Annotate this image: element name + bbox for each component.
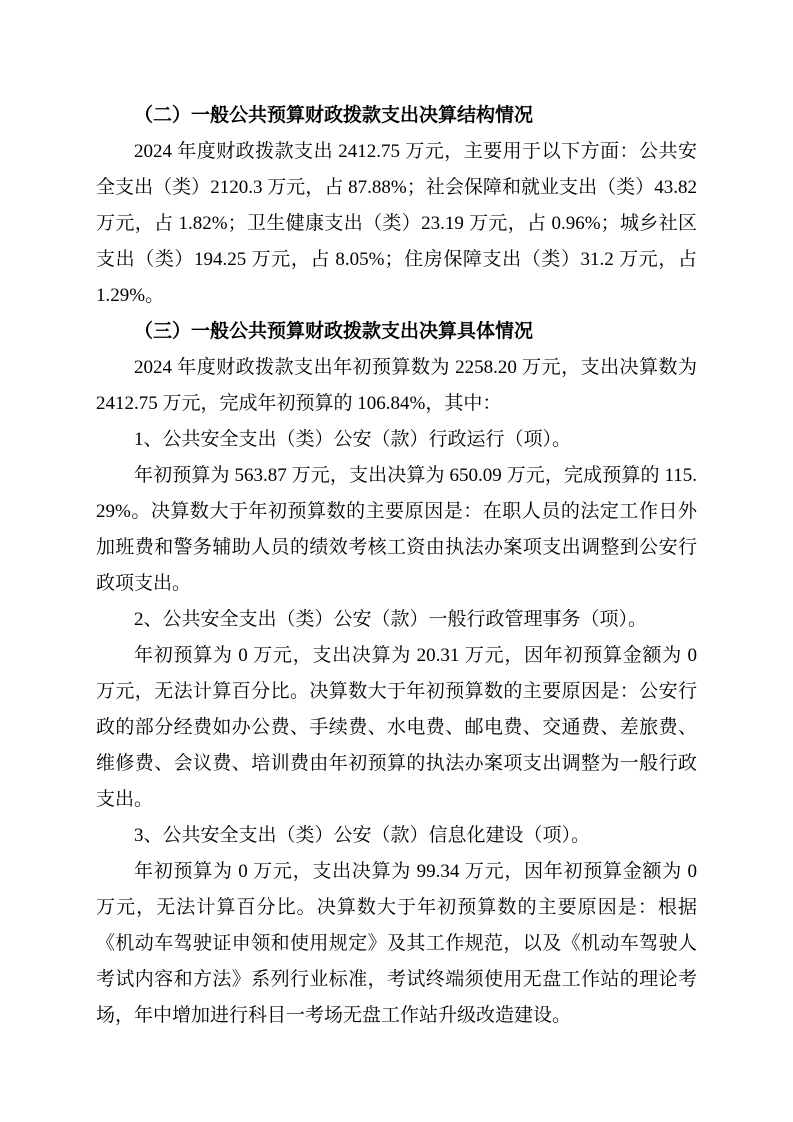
paragraph-item-3-title: 3、公共安全支出（类）公安（款）信息化建设（项）。 [134,825,591,846]
section-heading-detail: （三）一般公共预算财政拨款支出决算具体情况 [134,321,534,342]
paragraph-item-2-title: 2、公共安全支出（类）公安（款）一般行政管理事务（项）。 [134,609,648,630]
paragraph-item-3-detail: 年初预算为 0 万元，支出决算为 99.34 万元，因年初预算金额为 0 万元，无法计算百分比。决算数大于年初预算数的主要原因是：根据《机动车驾驶证申领和使用规定》及其工作规范，以及《机动车驾驶人考试内容和方法》系列行业标准，考试终端须使用无盘工作站的理论考场，年中增加进行科目一考场无盘工作站升级改造建设。 [96,861,697,1026]
paragraph-item-1-title: 1、公共安全支出（类）公安（款）行政运行（项）。 [134,429,572,450]
paragraph-item-1-detail: 年初预算为 563.87 万元，支出决算为 650.09 万元，完成预算的 115.29%。决算数大于年初预算数的主要原因是：在职人员的法定工作日外加班费和警务辅助人员的绩效考核工资由执法办案项支出调整到公安行政项支出。 [96,465,697,594]
paragraph-expenditure-structure: 2024 年度财政拨款支出 2412.75 万元，主要用于以下方面：公共安全支出（类）2120.3 万元，占 87.88%；社会保障和就业支出（类）43.82 万元，占 1.82%；卫生健康支出（类）23.19 万元，占 0.96%；城乡社区支出（类）194.25 万元，占 8.05%；住房保障支出（类）31.2 万元，占 1.29%。 [96,141,697,306]
document-body [96,98,697,1034]
paragraph-item-2-detail: 年初预算为 0 万元，支出决算为 20.31 万元，因年初预算金额为 0 万元，无法计算百分比。决算数大于年初预算数的主要原因是：公安行政的部分经费如办公费、手续费、水电费、邮电费、交通费、差旅费、维修费、会议费、培训费由年初预算的执法办案项支出调整为一般行政支出。 [96,645,697,810]
section-heading-structure: （二）一般公共预算财政拨款支出决算结构情况 [134,105,534,126]
paragraph-budget-summary: 2024 年度财政拨款支出年初预算数为 2258.20 万元，支出决算数为 2412.75 万元，完成年初预算的 106.84%，其中： [96,357,697,414]
